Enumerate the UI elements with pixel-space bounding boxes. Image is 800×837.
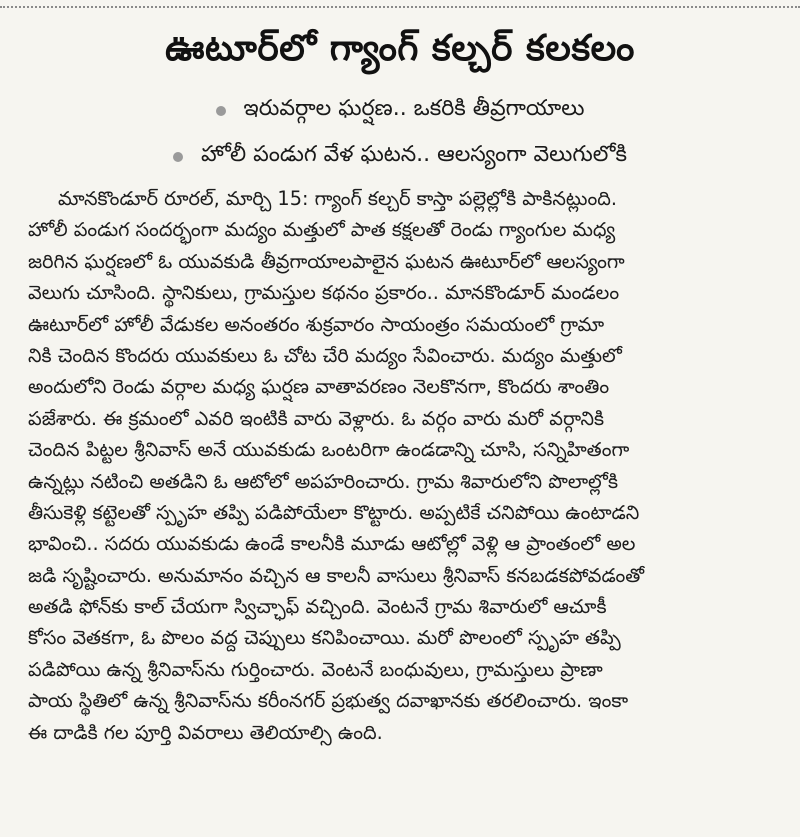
article-headline: ఊటూర్‌లో గ్యాంగ్ కల్చర్ కలకలం xyxy=(165,28,635,69)
body-line: ఈ దాడికి గల పూర్తి వివరాలు తెలియాల్సి ఉంది. xyxy=(28,720,383,744)
article-body xyxy=(28,183,790,748)
subheading-2 xyxy=(0,134,800,180)
body-line: పజేశారు. ఈ క్రమంలో ఎవరి ఇంటికి వారు వెళ్లారు. ఓ వర్గం వారు మరో వర్గానికి xyxy=(28,406,605,430)
body-line: హోలీ పండుగ సందర్భంగా మద్యం మత్తులో పాత కక్షలతో రెండు గ్యాంగుల మధ్య xyxy=(28,218,616,242)
body-line: పడిపోయి ఉన్న శ్రీనివాస్‌ను గుర్తించారు. వెంటనే బంధువులు, గ్రామస్తులు ప్రాణా xyxy=(28,657,603,681)
body-line: అతడి ఫోన్‌కు కాల్ చేయగా స్విచ్ఛాఫ్ వచ్చింది. వెంటనే గ్రామ శివారులో ఆచూకీ xyxy=(28,595,607,619)
subheadings xyxy=(0,88,800,180)
body-line: జడి సృష్టించారు. అనుమానం వచ్చిన ఆ కాలనీ వాసులు శ్రీనివాస్ కనబడకపోవడంతో xyxy=(28,563,645,587)
body-line: చెందిన పిట్టల శ్రీనివాస్ అనే యువకుడు ఒంటరిగా ఉండడాన్ని చూసి, సన్నిహితంగా xyxy=(28,438,630,462)
body-line: ఊటూర్‌లో హోలీ వేడుకల అనంతరం శుక్రవారం సాయంత్రం సమయంలో గ్రామా xyxy=(28,312,605,336)
body-line: నికి చెందిన కొందరు యువకులు ఓ చోట చేరి మద్యం సేవించారు. మద్యం మత్తులో xyxy=(28,343,622,367)
body-line: తీసుకెళ్లి కట్టెలతో స్పృహ తప్పి పడిపోయేలా కొట్టారు. అప్పటికే చనిపోయి ఉంటాడని xyxy=(28,500,640,524)
body-line: అందులోని రెండు వర్గాల మధ్య ఘర్షణ వాతావరణం నెలకొనగా, కొందరు శాంతిం xyxy=(28,375,610,399)
body-line: జరిగిన ఘర్షణలో ఓ యువకుడి తీవ్రగాయాలపాలైన ఘటన ఊటూర్‌లో ఆలస్యంగా xyxy=(28,249,625,273)
top-dotted-rule xyxy=(0,6,800,8)
subheading-2-text: హోలీ పండుగ వేళ ఘటన.. ఆలస్యంగా వెలుగులోకి xyxy=(200,142,628,167)
subheading-1-text: ఇరువర్గాల ఘర్షణ.. ఒకరికి తీవ్రగాయాలు xyxy=(243,96,585,121)
body-line: వెలుగు చూసింది. స్థానికులు, గ్రామస్తుల కథనం ప్రకారం.. మానకొండూర్ మండలం xyxy=(28,281,620,305)
body-line: ఉన్నట్లు నటించి అతడిని ఓ ఆటోలో అపహరించారు. గ్రామ శివారులోని పొలాల్లోకి xyxy=(28,469,619,493)
subheading-1 xyxy=(0,88,800,134)
body-line: భావించి.. సదరు యువకుడు ఉండే కాలనీకి మూడు ఆటోల్లో వెళ్లి ఆ ప్రాంతంలో అల xyxy=(28,532,636,556)
bullet-icon xyxy=(216,106,226,116)
body-line: కోసం వెతకగా, ఓ పొలం వద్ద చెప్పులు కనిపించాయి. మరో పొలంలో స్పృహ తప్పి xyxy=(28,626,621,650)
bullet-icon xyxy=(173,152,183,162)
body-line: మానకొండూర్ రూరల్, మార్చి 15: గ్యాంగ్ కల్చర్ కాస్తా పల్లెల్లోకి పాకినట్లుంది. xyxy=(58,187,617,210)
body-line: పాయ స్థితిలో ఉన్న శ్రీనివాస్‌ను కరీంనగర్ ప్రభుత్వ దవాఖానకు తరలించారు. ఇంకా xyxy=(28,689,629,713)
